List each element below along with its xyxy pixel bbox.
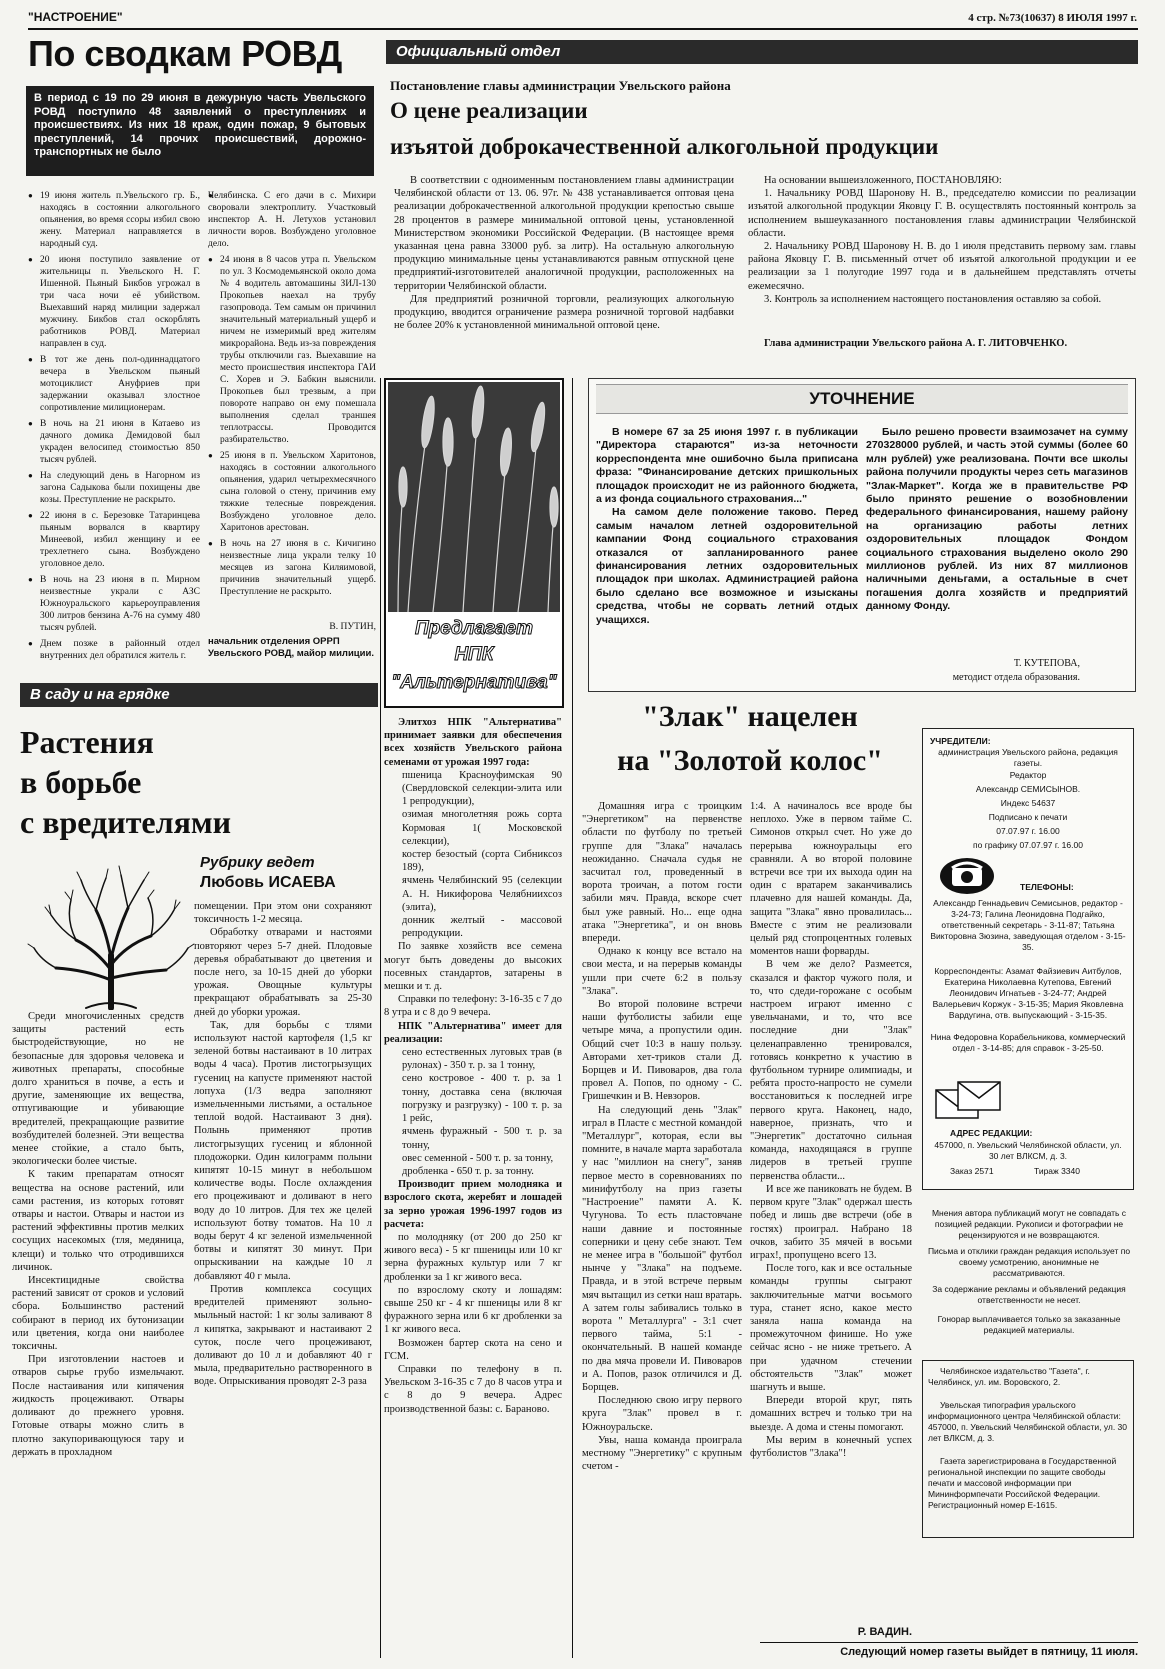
imprint-signed-date: 07.07.97 г. 16.00 [996,826,1060,836]
official-title-line1: О цене реализации [390,98,588,123]
imprint-ads: За содержание рекламы и объявлений редакция ответственности не несет. [932,1284,1126,1305]
imprint-disclaimer: Мнения автора публикаций могут не совпадать с позицией редакции. Рукописи и фотографии не рецензируются и не возвращаются. [931,1208,1127,1240]
imprint-fee: Гонорар выплачивается только за заказанные редакцией материалы. [937,1314,1121,1335]
npk-right-rule [572,378,573,1658]
imprint-founders-label: УЧРЕДИТЕЛИ: [930,736,991,746]
tree-icon [26,860,196,1010]
garden-title-line3: с вредителями [20,804,232,840]
clarification-title: УТОЧНЕНИЕ [809,389,915,408]
masthead-paper-name: "НАСТРОЕНИЕ" [28,10,123,24]
official-title-line2: изъятой доброкачественной алкогольной продукции [390,134,939,159]
imprint-founders: администрация Увельского района, редакция газеты. [938,747,1118,768]
masthead-rule [28,28,1138,30]
wheat-photo [388,382,560,612]
zlak-title-line1: "Злак" нацелен [642,700,858,733]
imprint-registration: Газета зарегистрирована в Государственной региональной инспекции по защите свободы печати и массовой информации при Мининформпечати Российской Федерации. Регистрационный номер Е-1615. [928,1456,1117,1510]
zlak-column-2: 1:4. А начиналось все вроде бы неплохо. Уже в первом тайме С. Симонов открыл счет. Но уже до перерыва южноуральцы его сравняли. А во второй половине встречи все три их выхода один на один с вратарем заканчивались плачевно для нашей команды. Да, защита "Злака" явно провалилась... Вместе с этим не реализовали целый ряд стопроцентных голевых моментов наши форварды. В чем же дело? Размеется, сказался и фактор чужого поля, и то, что сдеди-горожане с особым настроем играют именно с увельчанами, и то, что все последние дни "Злак" целенаправленно тренировался, готовясь конкретно к участию в футбольном турнире олимпиады, и ребята просто-напросто не сумели восстановиться к последней игре первого круга. Наконец, надо, наверное, признать, что и "Энергетик" достаточно сильная команда, находящаяся в группе лидеров в третьей группе первенства области... И все же паниковать не будем. В первом круге "Злак" одержал шесть побед и лишь две встречи (обе в гостях) проиграл. Набрано 18 очков, забито 35 мячей в восьми играх!, пропущено всего 13. После того, как и все остальные команды группы сыграют заключительные матчи восьмого тура, станет ясно, какое место заняла наша команда на промежуточном финише. Но уже сейчас ясно - не ниже третьего. А при удачном стечении обстоятельств "Злак" может шагнуть и выше. Впереди второй круг, пять домашних встреч и только три на выезде. А дома и стены помогают. Мы верим в конечный успех футболистов "Злака"! [750,801,912,1459]
rovd-column-2: ● Челябинска. С его дачи в с. Михири своровали электроплиту. Участковый инспектор А. Н. Летухов установил личности воров. Возбуждено уголовное дело. ● 24 июня в 8 часов утра п. Увельском по ул. 3 Космодемьянской около дома № 4 водитель автомашины ЗИЛ-130 Прокопьев наехал на трубу газопровода. Тем самым он причинил значительный материальный ущерб и ничем не измеримый вред жителям микрорайона. Ведь из-за повреждения трубы отключили газ. Выехавшие на место происшествия инспектора ГАИ С. Хорев и Э. Бабкин выяснили. Прокопьев был трезвым, а при повороте направо он ему помешала выполнения сделал траншея теплотрассы. Проводится разбирательство. ● 25 июня в п. Увельском Харитонов, находясь в состоянии алкогольного опьянения, ударил четырехмесячного сына головой о стену, причинив ему тяжкие телесные повреждения. Возбуждено уголовное дело. Харитонов арестован. ● В ночь на 27 июня в с. Кичигино неизвестные лица украли телку 10 месяцев из загона Киляимовой, причинив значительный ущерб. Преступление не раскрыто. [208,190,376,620]
npk-title-line1: Предлагает [414,618,534,639]
garden-title-line2: в борьбе [20,764,142,800]
zlak-signature: Р. ВАДИН. [857,1626,912,1638]
masthead-issue-line: 4 стр. №73(10637) 8 ИЮЛЯ 1997 г. [968,12,1137,24]
imprint-letters: Письма и отклики граждан редакция использует по своему усмотрению, анонимные не рассматриваются. [927,1246,1131,1278]
rovd-column-1: ● 19 июня житель п.Увельского гр. Б., находясь в состоянии алкогольного опьянения, во время ссоры избил свою жену. Материал направляется в народный суд. ● 20 июня поступило заявление от жительницы п. Увельского Н. Г. Ишенной. Пьяный Бикбов угрожал в три часа ночи её убийством. Выехавший наряд милиции задержал мужчину. Бикбов стал оскорблять работников РОВД. Материал направлен в суд. ● В тот же день пол-одиннадцатого вечера в Увельском пьяный мотоциклист Ануфриев при задержании оказывал злостное сопротивление милиционерам. ● В ночь на 21 июня в Катаево из дачного домика Демидовой был украден велосипед стоимостью 850 тысяч рублей. ● На следующий день в Нагорном из загона Садыкова были похищены две козы. Преступление не раскрыто. ● 22 июня в с. Березовке Татаринцева пьяным ворвался в квартиру Минеевой, избил женщину и ее трехлетнего сына. Возбуждено уголовное дело. ● В ночь на 23 июня в п. Мирном неизвестные украли с АЗС Южноуральского карьероуправления 300 литров бензина А-76 на сумму 480 тысяч рублей. ● Днем позже в районный отдел внутренних дел обратился житель г. [28,190,200,670]
footer-next-issue: Следующий номер газеты выйдет в пятницу, 11 июля. [840,1646,1138,1658]
rovd-title: По сводкам РОВД [28,33,342,74]
imprint-order: Заказ 2571 [950,1166,994,1176]
clarification-signature-role: методист отдела образования. [952,672,1080,683]
imprint-index: Индекс 54637 [1000,798,1056,808]
imprint-editor-label: Редактор [1009,770,1047,780]
rovd-signature: В. ПУТИН, [329,622,376,632]
imprint-print-run: Тираж 3340 [1034,1166,1080,1176]
imprint-address-label: АДРЕС РЕДАКЦИИ: [950,1128,1033,1138]
rovd-signature-role: начальник отделения ОРРП Увельского РОВД, майор милиции. [208,636,374,659]
imprint-printer: Челябинское издательство "Газета", г. Челябинск, ул. им. Воровского, 2. [928,1366,1090,1387]
official-section-bar: Официальный отдел [386,40,1138,64]
clarification-right: Было решено провести взаимозачет на сумму 270328000 рублей, и часть этой суммы (более 60 млн рублей) уже реализована. Почти все школы района получили продукты через сеть магазинов "Злак-Маркет". Когда же в правительстве РФ было принято решение о возобновлении федерального финансирования, нашему району на организацию работы летних оздоровительных площадок Фондом социального страхования выделено около 290 миллионов рублей. Из них 87 миллионов наличными деньгами, а остальные в счет погашения долга хозяйств и предприятий данному Фонду. [866,426,1128,613]
official-signature: Глава администрации Увельского района А. Г. ЛИТОВЧЕНКО. [764,338,1068,349]
clarification-left: В номере 67 за 25 июня 1997 г. в публикации "Директора стараются" из-за неточности корреспондента мне ошибочно была приписана фраза: "Финансирование детских пришкольных площадок происходит не из районного бюджета, а из фонда социального страхования..." На самом деле положение таково. Перед самым началом летней оздоровительной кампании Фонд социального страхования отказался от запланированного ранее финансирования летних оздоровительных площадок при школах. Администрацией района было сделано все возможное и изысканы средства, чтобы не сорвать летний отдых учащихся. [596,426,858,626]
imprint-schedule: по графику 07.07.97 г. 16.00 [973,840,1083,850]
official-left-text: В соответствии с одноименным постановлением главы администрации Челябинской области от 13. 06. 97г. № 438 устанавливается оптовая цена реализации доброкачественной алкогольной продукции крепостью свыше 28 процентов в размере минимальной оптовой цены, установленной Министерством экономики Российской Федерации. (В настоящее время указанная цена равна 33000 руб. за литр). На остальную алкогольную продукцию минимальные цены устанавливаются равным отпускной цене предприятий-изготовителей аналогичной продукции, расположенных на территории Челябинской области. Для предприятий розничной торговли, реализующих алкогольную продукцию, вводится ограничение размера розничной торговой надбавки не более 20% к установленной минимальной оптовой цене. [394,175,734,332]
npk-left-rule [380,378,381,1658]
imprint-correspondents: Корреспонденты: Азамат Файзиевич Аитбулов, Екатерина Николаевна Кутепова, Евгений Леонидович Игнатьев - 3-24-77; Андрей Валерьевич Коржук - 3-15-35; Мария Яковлевна Вардугина, отв. выпускающий - 3-15-35. [932,966,1124,1020]
garden-title-line1: Растения [20,724,154,760]
rovd-lead: В период с 19 по 29 июня в дежурную часть Увельского РОВД поступило 48 заявлений о преступлениях и происшествиях. Из них 18 краж, один пожар, 9 бытовых преступлений, 14 прочих происшествий, дорожно-транспортных не было [26,86,374,176]
imprint-signed: Подписано к печати [988,812,1068,822]
garden-author: Любовь ИСАЕВА [200,874,336,891]
npk-offer-text: Элитхоз НПК "Альтернатива" принимает заявки для обеспечения всех хозяйств Увельского района семенами от урожая 1997 года: пшеница Красноуфимская 90 (Свердловской селекции-элита или 1 репродукции), озимая многолетняя рожь сорта Кормовая 1( Московской селекции), костер безостый (сорта Сибниксоз 189), ячмень Челябинский 95 (селекции А. Н. Никифорова Челябниихсоз (элита), донник желтый - массовой репродукции. По заявке хозяйств все семена могут быть доведены до высоких посевных стандартов, затарены в мешки и т. д. Справки по телефону: 3-16-35 с 7 до 8 утра и с 8 до 9 вечера. НПК "Альтернатива" имеет для реализации: сено естественных луговых трав (в рулонах) - 350 т. р. за 1 тонну, сено костровое - 400 т. р. за 1 тонну, доставка сена (включая погрузку и разгрузку) - 100 т. р. за 1 рейс, ячмень фуражный - 500 т. р. за тонну, овес семенной - 500 т. р. за тонну, дробленка - 650 т. р. за тонну. Производит прием молодняка и взрослого скота, жеребят и лошадей за зерно урожая 1996-1997 годов из расчета: по молодняку (от 200 до 250 кг живого веса) - 5 кг пшеницы или 10 кг зерна фуражных культур или 7 кг дробленки за 1 кг живого веса. по взрослому скоту и лошадям: свыше 250 кг - 4 кг пшеницы или 8 кг фуражного зерна или 6 кг дробленки за 1 кг живого веса. Возможен бартер скота на сено и ГСМ. Справки по телефону в п. Увельском 3-16-35 с 7 до 8 часов утра и с 8 до 9 вечера. Адрес производственной базы: с. Бараново. [384,717,562,1415]
clarification-signature: Т. КУТЕПОВА, [1013,658,1080,669]
garden-column-2: помещении. При этом они сохраняют токсичность 1-2 месяца. Обработку отварами и настоями повторяют через 5-7 дней. Плодовые деревья обрабатывают до цветения и после него, за 10-15 дней до уборки урожая. Овощные культуры прекращают обрабатывать за 25-30 дней до уборки урожая. Так, для борьбы с тлями используют настой картофеля (1,5 кг зеленой ботвы настаивают в 10 литрах воды 4 часа). Против листогрызущих гусениц на капусте применяют настой лопуха (1/3 ведра заполняют измельченными листьями, а остальное теплой водой. Настаивают 3 дня). Полынь применяют против листогрызущих гусениц и яблонной плодожорки. Один килограмм полыни кипятят 10-15 минут в небольшом количестве воды. После охлаждения его процеживают и доливают в него воду до 10 литров. Для тех же целей используют ботву томатов. На 10 л воды берут 4 кг зеленой измельченной ботвы и кипятят 30 минут. При опрыскивании на каждые 10 л добавляют 40 г мыла. Против комплекса сосущих вредителей применяют зольно-мыльный настой: 1 кг золы заливают 8 л кипятка, закрывают и настаивают 2 суток, после чего процеживают, доливают до 10 л и добавляют 40 г мыла, предварительно растворенного в воде. Опрыскивания проводят 2-3 раза [194,901,372,1388]
garden-section-bar: В саду и на грядке [20,683,378,707]
npk-title-line2: НПК [454,644,494,665]
imprint-commerce: Нина Федоровна Корабельникова, коммерческий отдел - 3-14-85; для справок - 3-25-50. [930,1032,1126,1053]
imprint-editor: Александр СЕМИСЫНОВ. [975,784,1081,794]
phone-icon [938,856,996,896]
npk-title-line3: "Альтернатива" [391,672,557,693]
envelope-icon [934,1080,1004,1124]
imprint-staff: Александр Геннадьевич Семисынов, редактор - 3-24-73; Галина Леонидовна Подгайко, ответственный секретарь - 3-11-87; Татьяна Викторовна Зюзина, заведующая отделом - 3-15-35. [930,898,1126,952]
footer-rule [760,1642,1138,1643]
garden-rubric: Рубрику ведет [200,854,315,871]
official-kicker: Постановление главы администрации Увельского района [390,78,731,93]
garden-column-1: Среди многочисленных средств защиты растений есть быстродействующие, но не безопасные для здоровья человека и животных препараты, способные долго храниться в почве, а есть и другие, заменяющие их вещества, отпугивающие и убивающие вредителей, прекращающие развитие возбудителей болезней. Эти вещества менее стойкие, а стало быть, экологически более чистые. К таким препаратам относят вещества на основе растений, или сами растения, из которых готовят отвары и настои. Отвары и настои из растений эффективны против мелких сосущих насекомых (тля, медяница, клещи) и только что отродившихся личинок. Инсектицидные свойства растений зависят от сроков и условий сбора. Большинство растений собирают в период их бутонизации или цветения, когда они наиболее токсичны. При изготовлении настоев и отваров сырье грубо измельчают. После настаивания или кипячения жидкость процеживают. Отвары доливают до прежнего уровня. Готовые отвары можно слить в плотно закупоривающуюся тару и держать в прохладном [12,1011,184,1458]
zlak-column-1: Домашняя игра с троицким "Энергетиком" на первенстве области по футболу по третьей группе для "Злака" началась неожиданно. Сначала судья не засчитал гол, проведенный в ворота троичан, а потом гости забили мяч. Правда, вскоре счет был уже равный. Но... еще одна атака "Энергетика", и он вновь впереди. Однако к концу все встало на свои места, и на перерыв команды ушли при счете 6:2 в пользу "Злака". Во второй половине встречи наши футболисты забили еще четыре мяча, а пропустили один. Общий счет 10:3 в нашу пользу. Авторами хет-триков стали Д. Борщев и И. Пивоваров, два гола провел А. Попов, по одному - С. Гришечкин и В. Невзоров. На следующий день "Злак" играл в Пласте с местной командой "Металлург", которая, если вы помните, в начале марта заработала у нас "миллион на снегу", заняв первое место в соревнованиях по минифутболу на приз газеты "Настроение" памяти А. К. Чугунова. То есть пластовчане наши давние и постоянные соперники и цену себе знают. Тем не менее игра в "большой" футбол нынче у "Злака" на подъеме. Правда, и в этой встрече первым мяч вытащил из сетки наш вратарь. А затем голы забивались только в ворота " Металлурга" - 3:1 счет первого тайма, 5:1 - окончательный. В нашей команде по два мяча провели И. Пивоваров и А. Попов, разок отличился и Д. Борщев. Последнюю свою игру первого круга "Злак" провел в г. Южноуральске. Увы, наша команда проиграла местному "Энергетику" с крупным счетом - [582,801,742,1473]
imprint-typography: Увельская типография уральского информационного центра Челябинской области: 457000, п. Увельский Челябинской области, ул. 30 лет ВЛКСМ, д. 3. [928,1400,1128,1443]
official-right-text: На основании вышеизложенного, ПОСТАНОВЛЯЮ: 1. Начальнику РОВД Шаронову Н. В., председателю комиссии по реализации изъятой алкогольной продукции Яковцу Г. В. осуществлять постоянный контроль за исполнением вышеуказанного постановления главы администрации Челябинской области. 2. Начальнику РОВД Шаронову Н. В. до 1 июля представить первому зам. главы района Яковцу Г. В. письменный отчет об изъятой алкогольной продукции и ее реализации за 1 полугодие 1997 года и в дальнейшем представлять отчеты ежемесячно. 3. Контроль за исполнением настоящего постановления оставляю за собой. [748,175,1136,305]
zlak-title-line2: на "Золотой колос" [617,744,883,777]
imprint-phones-label: ТЕЛЕФОНЫ: [1020,882,1074,892]
imprint-address: 457000, п. Увельский Челябинской области, ул. 30 лет ВЛКСМ, д. 3. [934,1140,1122,1161]
